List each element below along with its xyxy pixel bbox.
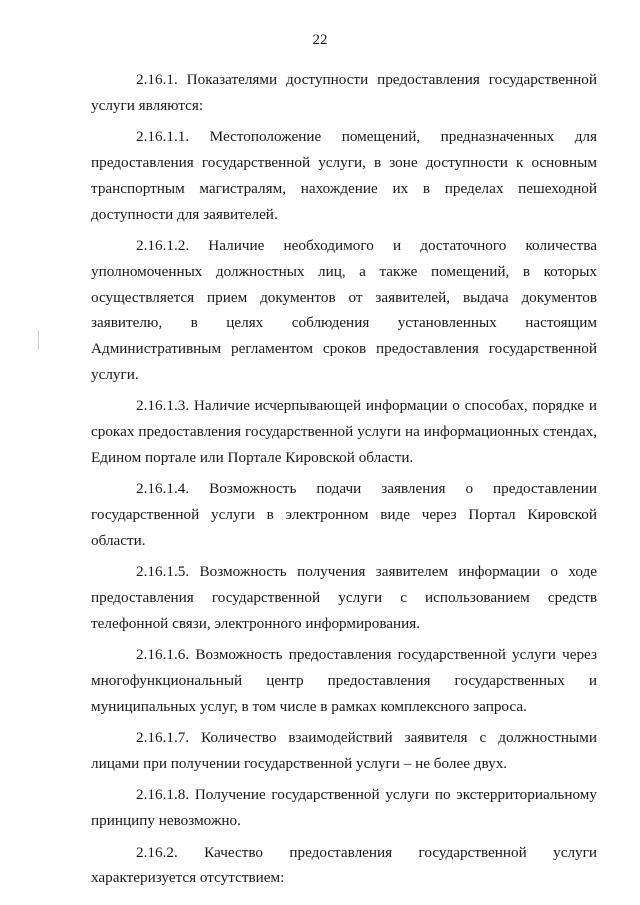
- page-number: 22: [312, 32, 328, 48]
- paragraph-2-16-1-6: 2.16.1.6. Возможность предоставления государственной услуги через многофункциональный центр предоставления государственных и муниципальных услуг, в том числе в рамках комплексного запроса.: [91, 646, 597, 715]
- paragraph-2-16-1-3: 2.16.1.3. Наличие исчерпывающей информации о способах, порядке и сроках предоставления государственной услуги на информационных стендах, Едином портале или Портале Кировской области.: [91, 397, 597, 466]
- paragraph-2-16-1-1: 2.16.1.1. Местоположение помещений, предназначенных для предоставления государственной услуги, в зоне доступности к основным транспортным магистралям, нахождение их в пределах пешеходной доступности для заявителей.: [91, 128, 597, 223]
- document-body: [91, 67, 597, 891]
- paragraph-2-16-1: 2.16.1. Показателями доступности предоставления государственной услуги являются:: [91, 71, 597, 114]
- margin-mark: [38, 330, 39, 350]
- paragraph-2-16-1-5: 2.16.1.5. Возможность получения заявителем информации о ходе предоставления государственной услуги с использованием средств телефонной связи, электронного информирования.: [91, 563, 597, 632]
- paragraph-2-16-1-2: 2.16.1.2. Наличие необходимого и достаточного количества уполномоченных должностных лиц, а также помещений, в которых осуществляется прием документов от заявителей, выдача документов заявителю, в целях соблюдения установленных настоящим Административным регламентом сроков предоставления государственной услуги.: [91, 236, 597, 383]
- paragraph-2-16-1-4: 2.16.1.4. Возможность подачи заявления о предоставлении государственной услуги в электронном виде через Портал Кировской области.: [91, 480, 597, 549]
- paragraph-2-16-1-7: 2.16.1.7. Количество взаимодействий заявителя с должностными лицами при получении государственной услуги – не более двух.: [91, 729, 597, 773]
- paragraph-2-16-1-8: 2.16.1.8. Получение государственной услуги по экстерриториальному принципу невозможно.: [91, 786, 597, 830]
- paragraph-2-16-2: 2.16.2. Качество предоставления государственной услуги характеризуется отсутствием:: [91, 843, 597, 887]
